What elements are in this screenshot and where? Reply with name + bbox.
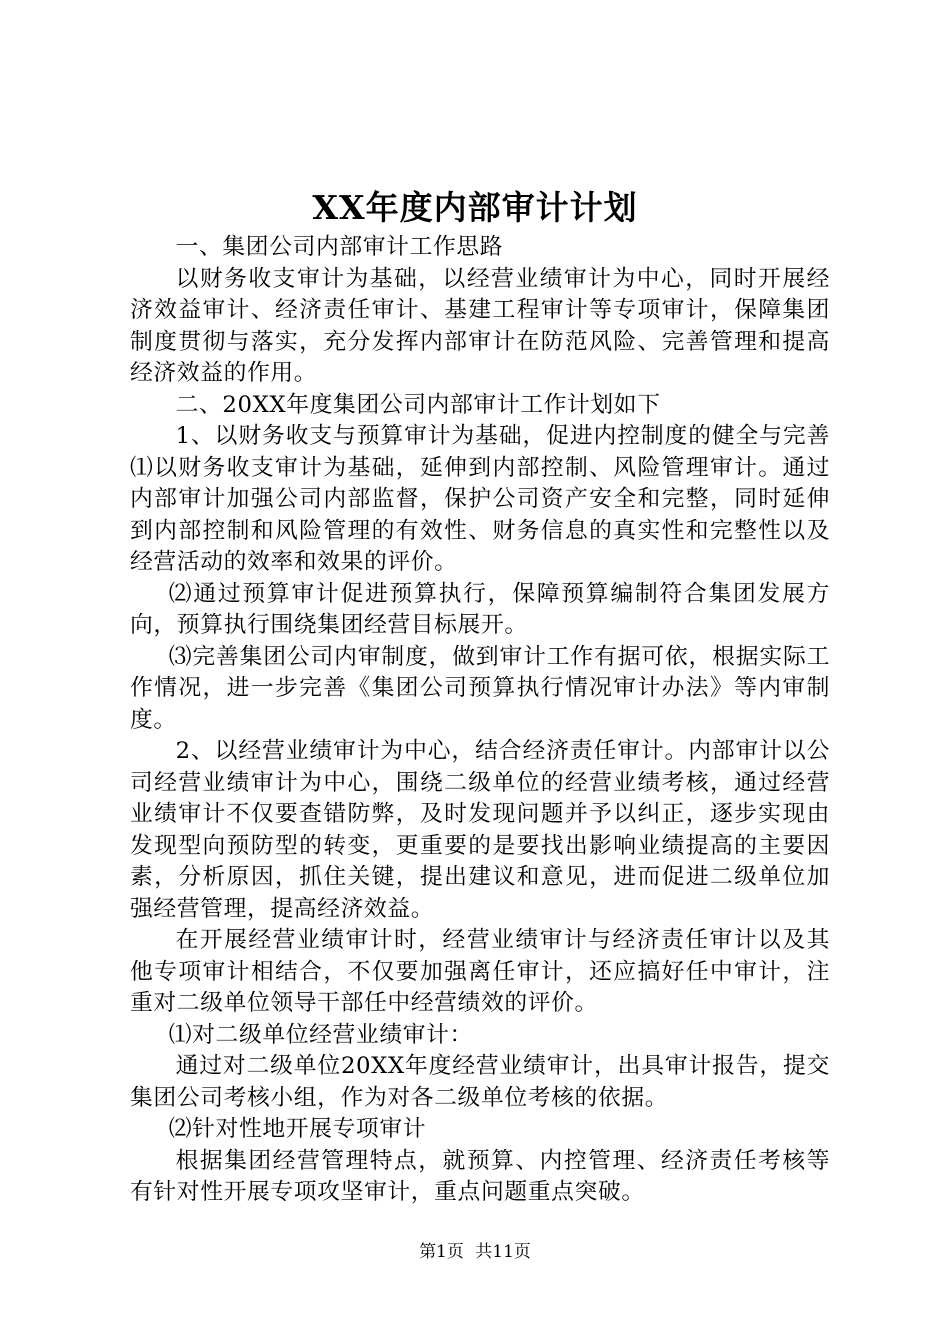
paragraph: 以财务收支审计为基础，以经营业绩审计为中心，同时开展经济效益审计、经济责任审计、基建工程审计等专项审计，保障集团制度贯彻与落实，充分发挥内部审计在防范风险、完善管理和提高经济效益的作用。: [130, 265, 830, 386]
paragraph: ⑵通过预算审计促进预算执行，保障预算编制符合集团发展方向，预算执行围绕集团经营目标展开。: [130, 580, 830, 638]
paragraph: 在开展经营业绩审计时，经营业绩审计与经济责任审计以及其他专项审计相结合，不仅要加强离任审计，还应搞好任中审计，注重对二级单位领导干部任中经营绩效的评价。: [130, 927, 830, 1016]
section-heading-1: 一、集团公司内部审计工作思路: [175, 234, 504, 260]
document-title: XX年度内部审计计划: [312, 188, 638, 227]
paragraph: 通过对二级单位20XX年度经营业绩审计，出具审计报告，提交集团公司考核小组，作为对各二级单位考核的依据。: [130, 1053, 830, 1111]
document-body: [130, 232, 830, 1209]
paragraph: 2、以经营业绩审计为中心，结合经济责任审计。内部审计以公司经营业绩审计为中心，围绕二级单位的经营业绩考核，通过经营业绩审计不仅要查错防弊，及时发现问题并予以纠正，逐步实现由发现型向预防型的转变，更重要的是要找出影响业绩提高的主要因素，分析原因，抓住关键，提出建议和意见，进而促进二级单位加强经营管理，提高经济效益。: [130, 738, 830, 922]
paragraph: 1、以财务收支与预算审计为基础，促进内控制度的健全与完善⑴以财务收支审计为基础，延伸到内部控制、风险管理审计。通过内部审计加强公司内部监督，保护公司资产安全和完整，同时延伸到内部控制和风险管理的有效性、财务信息的真实性和完整性以及经营活动的效率和效果的评价。: [130, 423, 830, 575]
paragraph: 根据集团经营管理特点，就预算、内控管理、经济责任考核等有针对性开展专项攻坚审计，重点问题重点突破。: [130, 1147, 830, 1205]
page-total: 共11页: [475, 1242, 531, 1262]
page-footer: [0, 1240, 950, 1264]
section-heading-2: 二、20XX年度集团公司内部审计工作计划如下: [175, 391, 661, 418]
page-number: 第1页: [419, 1242, 464, 1262]
sub-heading: ⑵针对性地开展专项审计: [168, 1116, 427, 1142]
paragraph: ⑶完善集团公司内审制度，做到审计工作有据可依，根据实际工作情况，进一步完善《集团公司预算执行情况审计办法》等内审制度。: [130, 643, 830, 733]
sub-heading: ⑴对二级单位经营业绩审计：: [168, 1021, 473, 1048]
